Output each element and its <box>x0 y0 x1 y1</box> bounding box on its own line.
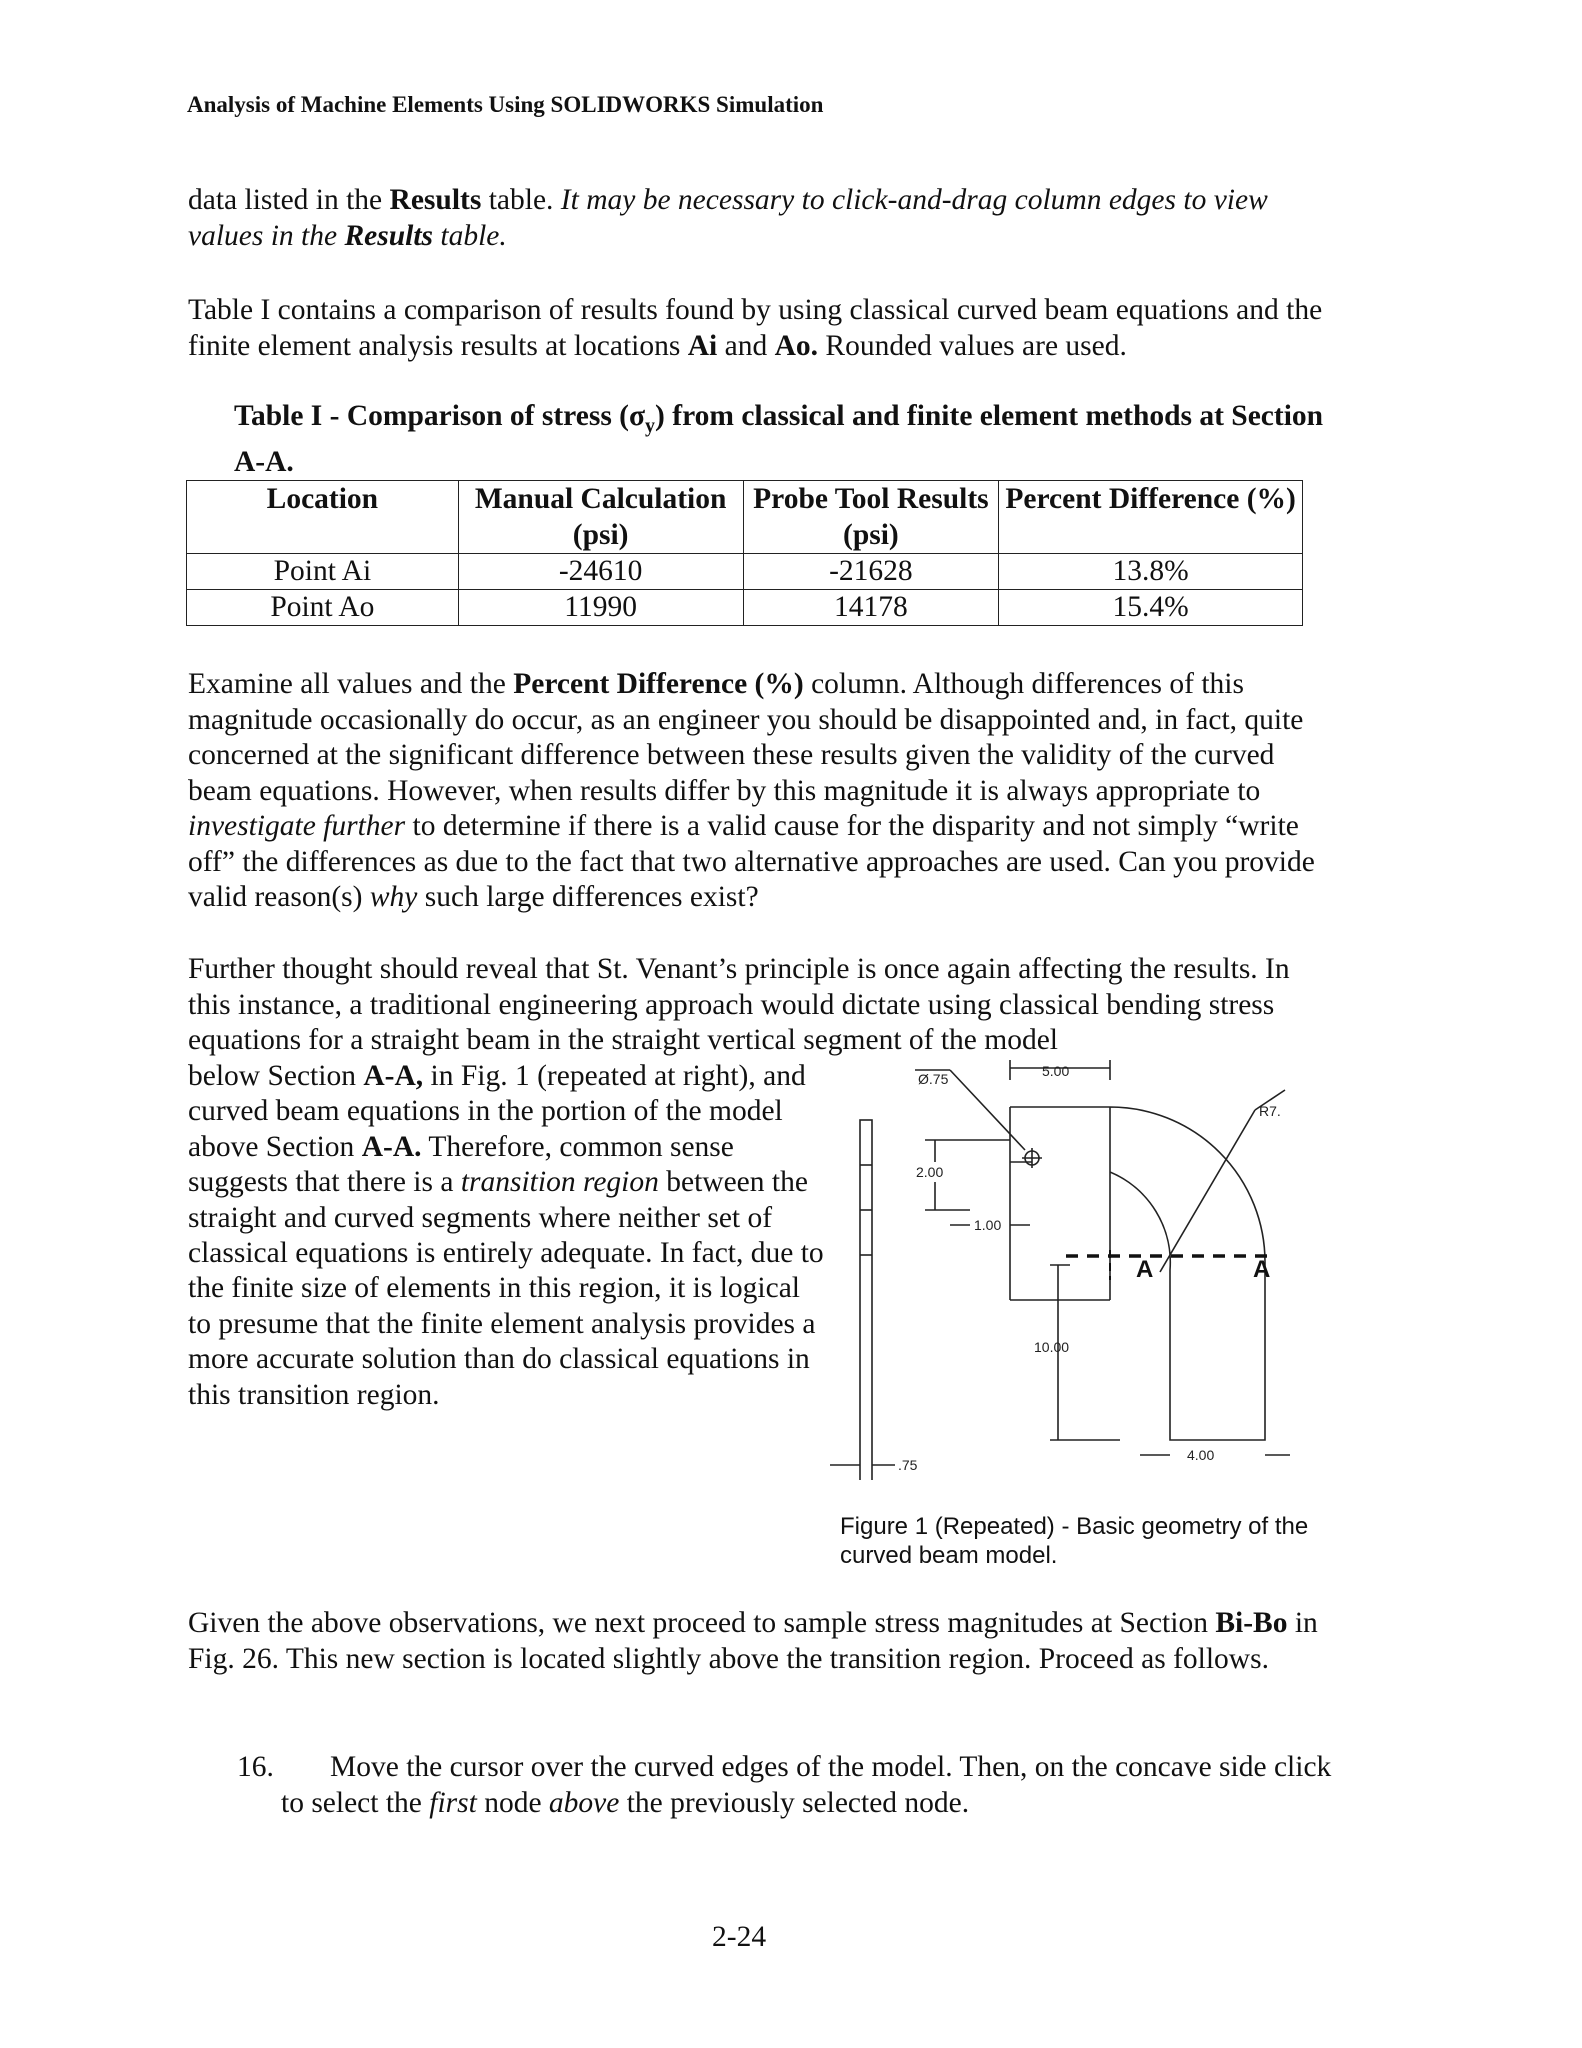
table-cell: Point Ao <box>187 590 459 626</box>
side-view-strip <box>860 1120 872 1480</box>
curved-beam-figure <box>800 1060 1290 1480</box>
table-cell: 14178 <box>743 590 999 626</box>
step-text: Move the cursor over the curved edges of the model. Then, on the concave side click to select the first node above the previously selected node. <box>281 1751 1332 1819</box>
analysis-paragraph: Examine all values and the Percent Difference (%) column. Although differences of this magnitude occasionally do occur, as an engineer you should be disappointed and, in fact, quite concerned at the significant difference between these results given the validity of the curved beam equations. However, when results differ by this magnitude it is always appropriate to investigate further to determine if there is a valid cause for the disparity and not simply “write off” the differences as due to the fact that two alternative approaches are used. Can you provide valid reason(s) why such large differences exist? <box>188 668 1315 913</box>
table-cell: -21628 <box>743 554 999 590</box>
dim-thickness: .75 <box>898 1457 918 1473</box>
table-header-row <box>187 481 1303 554</box>
table-row <box>187 554 1303 590</box>
dim-hole-height: 2.00 <box>916 1164 944 1180</box>
header-percent: Percent Difference (%) <box>999 481 1303 554</box>
dim-radius: R7. <box>1259 1103 1281 1119</box>
table-row <box>187 590 1303 626</box>
table-cell: 11990 <box>458 590 743 626</box>
page-number: 2-24 <box>712 1921 767 1953</box>
dim-height: 10.00 <box>1034 1339 1070 1355</box>
table-cell: Point Ai <box>187 554 459 590</box>
dim-hole-offset: 1.00 <box>974 1217 1002 1233</box>
step-number: 16. <box>237 1751 274 1783</box>
table-intro-paragraph: Table I contains a comparison of results found by using classical curved beam equations and the finite element analysis results at locations Ai and Ao. Rounded values are used. <box>188 294 1323 362</box>
section-label-right: A <box>1253 1256 1271 1283</box>
table-caption: Table I - Comparison of stress $(\sigma_y)$ from classical and finite element methods at Section A-A. <box>234 400 1324 478</box>
header-probe: Probe Tool Results (psi) <box>743 481 999 554</box>
observations-paragraph: Given the above observations, we next proceed to sample stress magnitudes at Section Bi-Bo in Fig. 26. This new section is located slightly above the transition region. Proceed as follows. <box>188 1607 1318 1675</box>
transition-paragraph: below Section A-A, in Fig. 1 (repeated at right), and curved beam equations in the portion of the model above Section A-A. Therefore, common sense suggests that there is a transition region between the straight and curved segments where neither set of classical equations is entirely adequate. In fact, due to the finite size of elements in this region, it is logical to presume that the finite element analysis provides a more accurate solution than do classical equations in this transition region. <box>188 1060 824 1411</box>
table-cell: 15.4% <box>999 590 1303 626</box>
header-location: Location <box>187 481 459 554</box>
st-venant-paragraph: Further thought should reveal that St. Venant’s principle is once again affecting the results. In this instance, a traditional engineering approach would dictate using classical bending stress equations for a straight beam in the straight vertical segment of the model <box>188 953 1290 1056</box>
figure-caption: Figure 1 (Repeated) - Basic geometry of the curved beam model. <box>840 1513 1309 1569</box>
header-manual: Manual Calculation (psi) <box>458 481 743 554</box>
section-label-left: A <box>1136 1256 1154 1283</box>
dim-bottom-width: 4.00 <box>1187 1447 1215 1463</box>
table-cell: 13.8% <box>999 554 1303 590</box>
dim-top-width: 5.00 <box>1042 1063 1070 1079</box>
running-head: Analysis of Machine Elements Using SOLIDWORKS Simulation <box>187 92 824 117</box>
table-cell: -24610 <box>458 554 743 590</box>
intro-paragraph: data listed in the Results table. It may be necessary to click-and-drag column edges to view values in the Results table. <box>188 184 1268 252</box>
comparison-table <box>186 480 1303 626</box>
dim-hole: Ø.75 <box>918 1071 949 1087</box>
